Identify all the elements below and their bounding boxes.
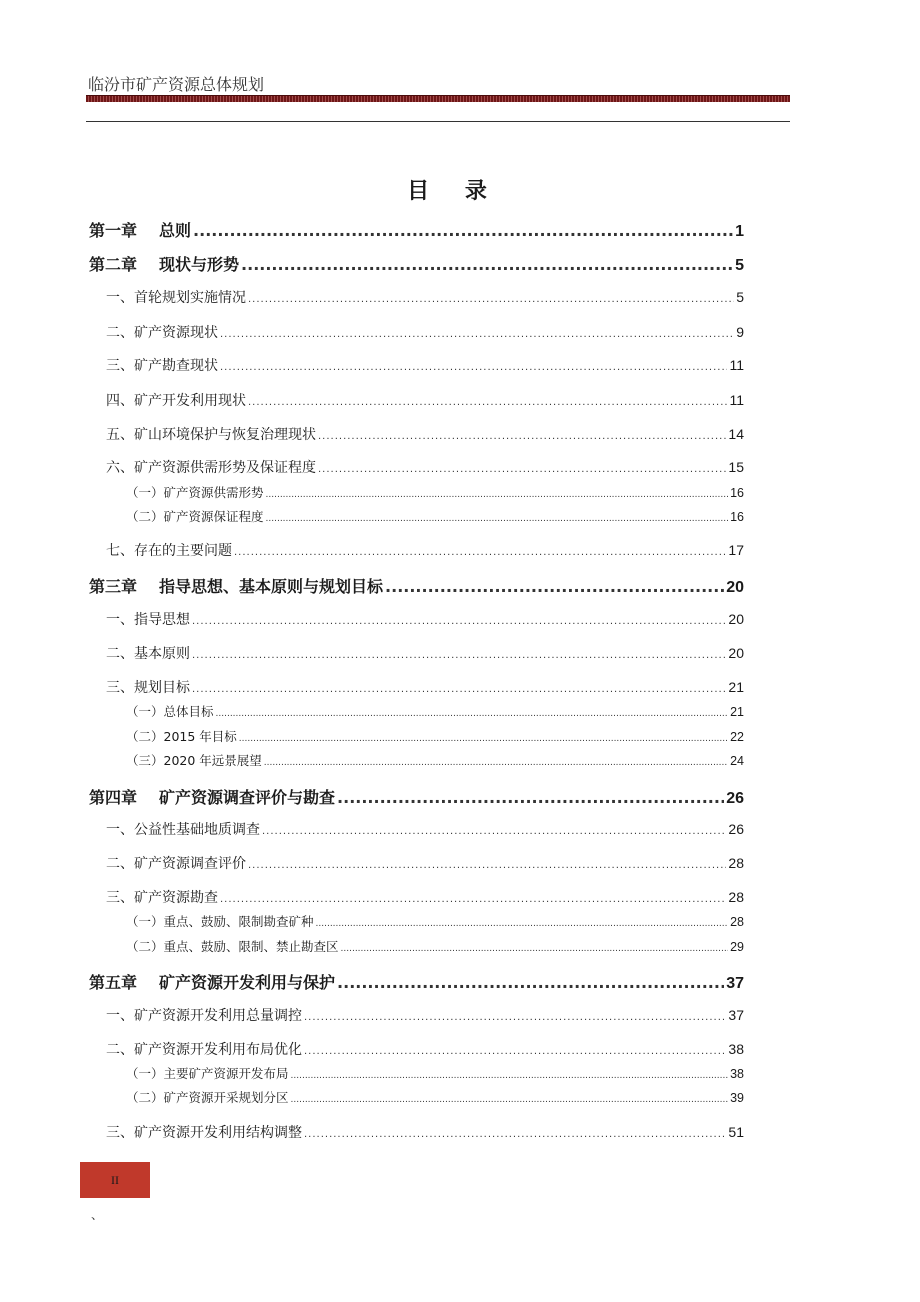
toc-entry-label: （二）矿产资源保证程度 [126, 509, 264, 524]
toc-chapter-number: 第四章 [89, 788, 138, 807]
toc-entry[interactable] [106, 287, 744, 307]
toc-dot-leader [291, 1071, 729, 1081]
toc-entry[interactable] [106, 322, 744, 342]
toc-page-number: 14 [728, 426, 744, 442]
toc-entry[interactable] [106, 609, 744, 629]
toc-entry-label: 六、矿产资源供需形势及保证程度 [106, 460, 316, 476]
toc-page-number: 11 [729, 392, 744, 408]
toc-dot-leader [291, 1095, 729, 1105]
toc-dot-leader [316, 919, 729, 929]
toc-dot-leader [264, 758, 728, 768]
toc-chapter-title: 总则 [159, 221, 192, 240]
toc-entry[interactable] [106, 887, 744, 907]
toc-dot-leader [234, 547, 726, 558]
toc-dot-leader [193, 221, 733, 240]
toc-entry-label: 四、矿产开发利用现状 [106, 393, 246, 409]
toc-page-number: 28 [728, 889, 744, 905]
toc-entry[interactable] [106, 819, 744, 839]
toc-page-number: 29 [730, 940, 744, 954]
toc-entry-label [89, 970, 335, 993]
toc-entry-label: （一）重点、鼓励、限制勘查矿种 [126, 914, 314, 929]
toc-dot-leader [304, 1129, 726, 1140]
toc-page-number: 22 [730, 730, 744, 744]
toc-entry-label: （二）2015 年目标 [126, 729, 237, 744]
toc-entry[interactable] [106, 1122, 744, 1142]
toc-page-number: 26 [726, 790, 744, 807]
toc-dot-leader [192, 616, 726, 627]
footer-page-number: II [111, 1172, 119, 1187]
toc-chapter-number: 第一章 [89, 221, 138, 240]
toc-entry-label: （一）矿产资源供需形势 [126, 485, 264, 500]
toc-page-number: 16 [730, 486, 744, 500]
footer-page-number-box [80, 1162, 150, 1198]
toc-entry-label [89, 218, 191, 241]
toc-entry-label: 一、指导思想 [106, 612, 190, 628]
toc-page-number: 21 [730, 705, 744, 719]
toc-page-number: 21 [728, 679, 744, 695]
header-rule [86, 121, 790, 122]
toc-entry-label: 一、首轮规划实施情况 [106, 290, 246, 306]
toc-dot-leader [262, 826, 726, 837]
toc-page-number: 28 [728, 855, 744, 871]
toc-entry[interactable] [106, 390, 744, 410]
toc-entry[interactable] [106, 643, 744, 663]
toc-entry[interactable] [106, 1005, 744, 1025]
toc-entry[interactable] [106, 1039, 744, 1059]
toc-entry-label [89, 785, 335, 808]
toc-dot-leader [192, 684, 726, 695]
toc-dot-leader [266, 490, 729, 500]
toc-dot-leader [241, 255, 733, 274]
toc-entry[interactable] [106, 424, 744, 444]
toc-entry-label: （一）总体目标 [126, 704, 214, 719]
toc-entry[interactable] [126, 1064, 744, 1082]
toc-page-number: 17 [728, 542, 744, 558]
toc-entry[interactable] [89, 970, 744, 993]
toc-page-number: 9 [736, 324, 744, 340]
toc-entry-label: 二、矿产资源现状 [106, 325, 218, 341]
toc-page-number: 38 [728, 1041, 744, 1057]
toc-entry[interactable] [126, 912, 744, 930]
toc-dot-leader [341, 944, 729, 954]
toc-page-number: 5 [736, 289, 744, 305]
toc-entry[interactable] [106, 540, 744, 560]
toc-chapter-title: 矿产资源调查评价与勘查 [159, 788, 336, 807]
toc-dot-leader [220, 329, 734, 340]
toc-page-number: 20 [728, 611, 744, 627]
toc-page-number: 37 [726, 975, 744, 992]
toc-entry-label: （二）矿产资源开采规划分区 [126, 1090, 289, 1105]
toc-dot-leader [248, 860, 726, 871]
toc-entry[interactable] [126, 483, 744, 501]
toc-entry[interactable] [106, 355, 744, 375]
toc-dot-leader [385, 577, 724, 596]
toc-entry[interactable] [126, 1088, 744, 1106]
toc-entry-label: 二、基本原则 [106, 646, 190, 662]
toc-entry-label: 一、矿产资源开发利用总量调控 [106, 1008, 302, 1024]
toc-dot-leader [337, 973, 724, 992]
toc-page-number: 28 [730, 915, 744, 929]
toc-dot-leader [248, 397, 727, 408]
toc-page-number: 15 [728, 459, 744, 475]
toc-dot-leader [318, 464, 726, 475]
toc-entry-label: 三、矿产资源开发利用结构调整 [106, 1125, 302, 1141]
toc-entry[interactable] [106, 677, 744, 697]
toc-page-number: 20 [728, 645, 744, 661]
toc-page-number: 24 [730, 754, 744, 768]
toc-page-number: 20 [726, 579, 744, 596]
toc-chapter-number: 第五章 [89, 973, 138, 992]
toc-entry[interactable] [89, 218, 744, 241]
toc-entry[interactable] [126, 937, 744, 955]
toc-entry[interactable] [126, 507, 744, 525]
toc-page-number: 16 [730, 510, 744, 524]
toc-entry-label: 七、存在的主要问题 [106, 543, 232, 559]
toc-entry-label [89, 252, 239, 275]
toc-entry-label [89, 574, 383, 597]
toc-chapter-title: 矿产资源开发利用与保护 [159, 973, 336, 992]
toc-dot-leader [248, 294, 734, 305]
toc-dot-leader [337, 788, 724, 807]
toc-entry-label: 三、矿产资源勘查 [106, 890, 218, 906]
toc-dot-leader [304, 1046, 726, 1057]
toc-dot-leader [318, 431, 726, 442]
toc-entry-label: 一、公益性基础地质调查 [106, 822, 260, 838]
toc-entry-label: 三、规划目标 [106, 680, 190, 696]
toc-page-number: 37 [728, 1007, 744, 1023]
toc-entry-label: 五、矿山环境保护与恢复治理现状 [106, 427, 316, 443]
toc-entry-label: （二）重点、鼓励、限制、禁止勘查区 [126, 939, 339, 954]
toc-dot-leader [220, 362, 727, 373]
toc-dot-leader [220, 894, 726, 905]
toc-page-number: 51 [728, 1124, 744, 1140]
toc-page-number: 11 [729, 357, 744, 373]
toc-entry[interactable] [126, 751, 744, 769]
page-header-title: 临汾市矿产资源总体规划 [88, 75, 265, 94]
footer-mark: 、 [91, 1208, 104, 1222]
toc-dot-leader [216, 709, 729, 719]
toc-dot-leader [304, 1012, 726, 1023]
toc-entry[interactable] [106, 457, 744, 477]
toc-page-number: 26 [728, 821, 744, 837]
toc-entry[interactable] [126, 702, 744, 720]
toc-entry-label: 二、矿产资源调查评价 [106, 856, 246, 872]
toc-chapter-number: 第三章 [89, 577, 138, 596]
toc-dot-leader [239, 734, 728, 744]
toc-dot-leader [192, 650, 726, 661]
toc-entry[interactable] [89, 574, 744, 597]
toc-entry[interactable] [89, 252, 744, 275]
toc-page-number: 39 [730, 1091, 744, 1105]
toc-page-number: 38 [730, 1067, 744, 1081]
toc-chapter-title: 指导思想、基本原则与规划目标 [159, 577, 384, 596]
toc-entry[interactable] [126, 727, 744, 745]
toc-entry-label: 三、矿产勘查现状 [106, 358, 218, 374]
toc-page-number: 1 [735, 223, 744, 240]
toc-entry-label: （三）2020 年远景展望 [126, 753, 262, 768]
toc-heading: 目 录 [407, 178, 501, 204]
toc-entry-label: （一）主要矿产资源开发布局 [126, 1066, 289, 1081]
toc-chapter-title: 现状与形势 [159, 255, 240, 274]
toc-page-number: 5 [735, 257, 744, 274]
header-decorative-bar [86, 95, 790, 102]
toc-chapter-number: 第二章 [89, 255, 138, 274]
toc-entry[interactable] [89, 785, 744, 808]
toc-entry-label: 二、矿产资源开发利用布局优化 [106, 1042, 302, 1058]
toc-entry[interactable] [106, 853, 744, 873]
toc-dot-leader [266, 514, 729, 524]
